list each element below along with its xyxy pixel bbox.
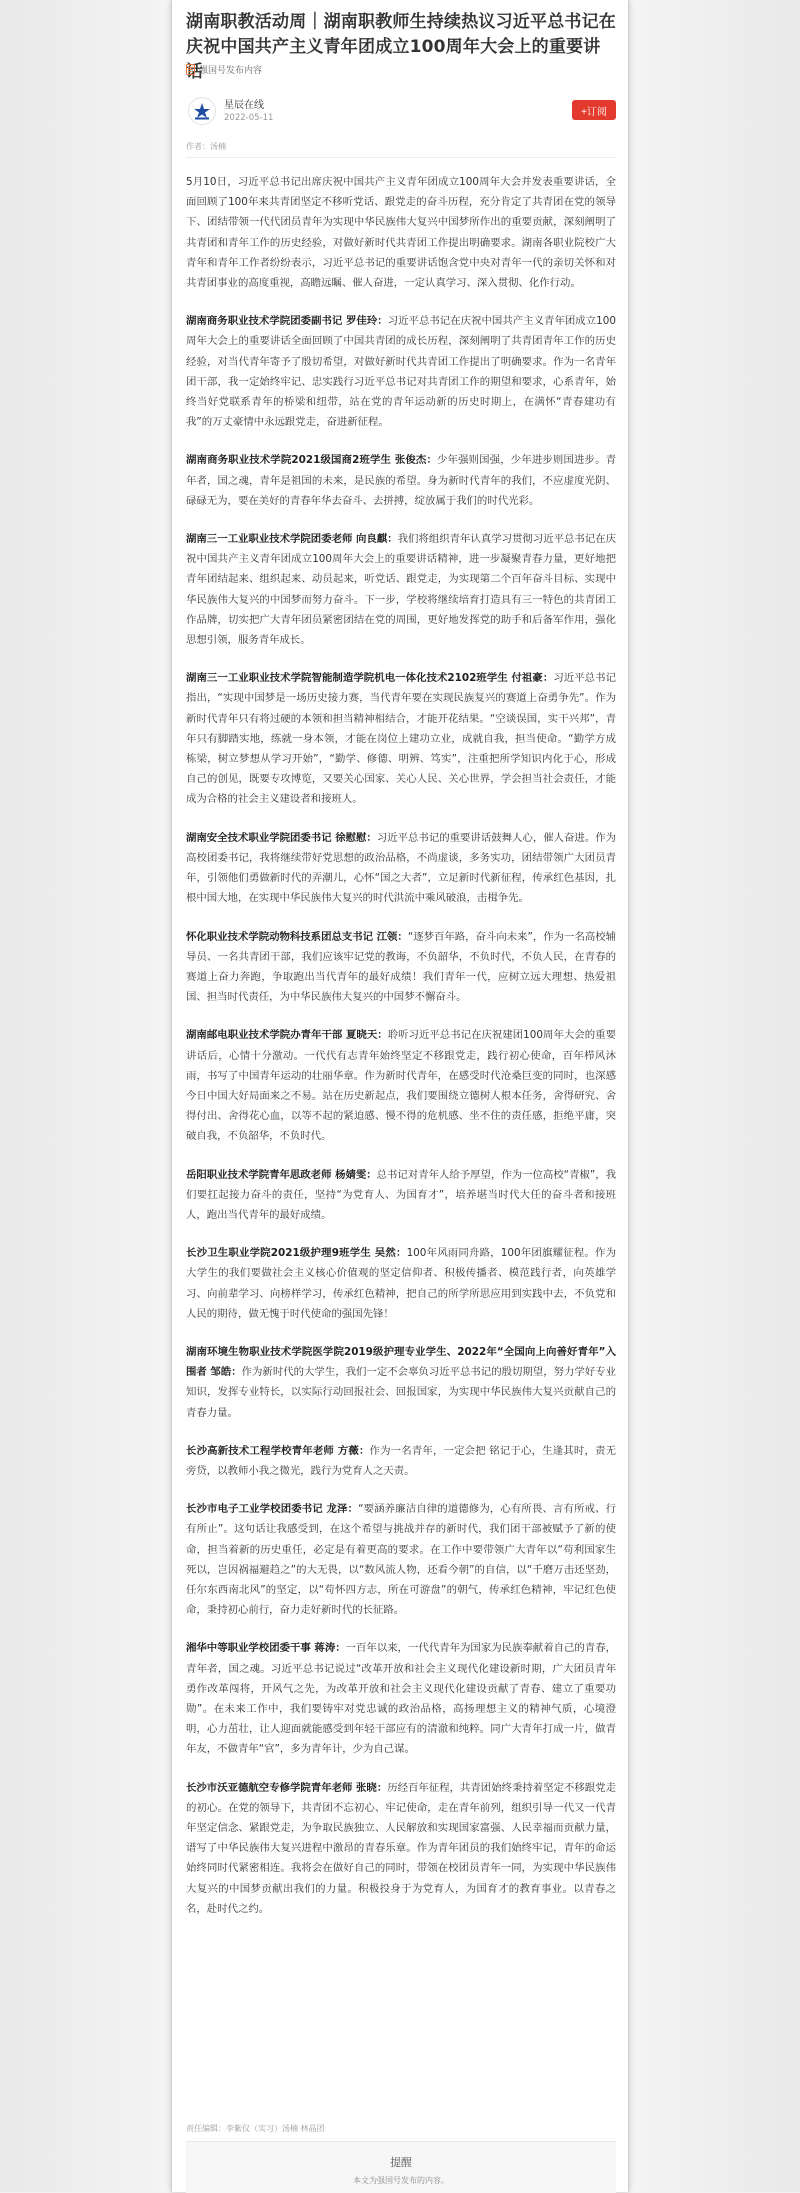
author-row [186,96,616,126]
speaker-name: 长沙卫生职业学院2021级护理9班学生 吴然： [186,1247,407,1260]
paragraph-text: “要涵养廉洁自律的道德修为，心有所畏、言有所戒、行有所止”。这句话让我感受到，在这个希望与挑战并存的新时代，我们团干部被赋予了新的使命，担当着新的历史重任，必定是有着更高的要求。在工作中要带领广大青年以“苟利国家生死以，岂因祸福避趋之”的大无畏，以“数风流人物，还看今朝”的自信，以“千磨万击还坚劲，任尔东西南北风”的坚定，以“苟怀四方志，所在可游盘”的朝气，传承红色精神，牢记红色使命，秉持初心前行，奋力走好新时代的长征路。 [186,1503,616,1617]
notice-title: 提醒 [390,2156,412,2169]
article-page [171,0,629,2192]
paragraph-text: 作为新时代的大学生，我们一定不会辜负习近平总书记的殷切期望，努力学好专业知识，发挥专业特长，以实际行动回报社会、回报国家，为实现中华民族伟大复兴贡献自己的青春力量。 [186,1366,616,1419]
article-paragraph [186,1342,616,1423]
star-logo-icon [191,100,213,122]
speaker-name: 长沙高新技术工程学校青年老师 方薇： [186,1444,370,1457]
speaker-name: 长沙市电子工业学校团委书记 龙泽： [186,1503,359,1516]
speaker-name: 湖南商务职业技术学院2021级国商2班学生 张俊杰： [186,454,437,467]
speaker-name: 湖南环境生物职业技术学院医学院2019级护理专业学生、2022年“全国向上向善好青年”入围者 邹皓： [186,1345,616,1379]
speaker-name: 湖南商务职业技术学院团委副书记 罗佳玲： [186,315,388,328]
divider [186,157,616,158]
paragraph-text: 历经百年征程，共青团始终秉持着坚定不移跟党走的初心。在党的领导下，共青团不忘初心、牢记使命，走在青年前列，组织引导一代又一代青年坚定信念、紧跟党走，为争取民族独立、人民解放和实现国家富强、人民幸福而贡献力量，谱写了中华民族伟大复兴进程中激昂的青春乐章。作为青年团员的我们始终牢记，青年的命运始终同时代紧密相连。我将会在做好自己的同时，带领在校团员青年一同，为实现中华民族伟大复兴的中国梦贡献出我们的力量。积极投身于为党育人，为国育才的教育事业。以青春之名，赴时代之约。 [186,1781,616,1915]
article-paragraph [186,450,616,511]
paragraph-text: 习近平总书记的重要讲话鼓舞人心，催人奋进。作为高校团委书记，我将继续带好党思想的政治品格，不尚虚谈，多务实功，团结带领广大团员青年，引领他们勇做新时代的弄潮儿，心怀“国之大者”，立足新时代新征程，传承红色基因，扎根中国大地，在实现中华民族伟大复兴的时代洪流中乘风破浪，击楫争先。 [186,831,617,905]
publish-date: 2022-05-11 [224,112,274,123]
article-paragraph [186,927,616,1008]
article-paragraph [186,529,616,650]
document-icon [186,64,195,75]
author-meta [224,99,273,124]
author-avatar[interactable] [188,97,216,125]
editor-credit: 责任编辑：李紫仪（实习）汤楠 林晶团 [186,2124,325,2133]
paragraph-text: “逐梦百年路，奋斗向未来”，作为一名高校辅导员、一名共青团干部，我们应该牢记党的教诲，不负韶华，不负时代，不负人民，在青春的赛道上奋力奔跑，争取跑出当代青年的最好成绩！我们青年一代，应树立远大理想、热爱祖国、担当时代责任，为中华民族伟大复兴的中国梦不懈奋斗。 [186,930,617,1004]
notice-box [186,2141,616,2193]
article-paragraph [186,1499,616,1620]
paragraph-text: 100年风雨同舟路，100年团旗耀征程。作为大学生的我们要做社会主义核心价值观的坚定信仰者、积极传播者、模范践行者，向英雄学习、向前辈学习、向榜样学习，传承红色精神，把自己的所学所思应用到实践中去，不负党和人民的期待，做无愧于时代使命的强国先锋！ [186,1247,617,1320]
paragraph-text: 习近平总书记指出，“实现中国梦是一场历史接力赛，当代青年要在实现民族复兴的赛道上奋勇争先”。作为新时代青年只有将过硬的本领和担当精神相结合，才能开花结果。“空谈误国，实干兴邦”，青年只有脚踏实地，练就一身本领，才能在岗位上建功立业，成就自我，担当使命。“勤学方成栋梁，树立梦想从学习开始”，“勤学、修德、明辨、笃实”，注重把所学知识内化于心，形成自己的创见，既要专攻博览，又要关心国家、关心人民、关心世界，学会担当社会责任，才能成为合格的社会主义建设者和接班人。 [186,672,616,806]
notice-text: 本文为强国号发布的内容。 [353,2176,449,2185]
article-paragraph [186,828,616,909]
speaker-name: 湖南三一工业职业技术学院智能制造学院机电一体化技术2102班学生 付祖豪： [186,672,554,685]
paragraph-text: 少年强则国强，少年进步则国进步。青年者，国之魂，青年是祖国的未来，是民族的希望。身为新时代青年的我们，不应虚度光阴、碌碌无为，要在美好的青春年华去奋斗、去拼搏，绽放属于我们的时代光彩。 [186,454,617,507]
paragraph-text: 聆听习近平总书记在庆祝建团100周年大会的重要讲话后，心情十分激动。一代代有志青年始终坚定不移跟党走，践行初心使命，百年栉风沐雨，书写了中国青年运动的壮丽华章。作为新时代青年，在感受时代沧桑巨变的同时，也深感今日中国大好局面来之不易。站在历史新起点，我们要围绕立德树人根本任务，舍得研究、舍得付出、舍得花心血，以等不起的紧迫感、慢不得的危机感、坐不住的责任感，拒绝平庸，突破自我，不负韶华，不负时代。 [186,1029,616,1143]
article-paragraph [186,1441,616,1481]
speaker-name: 湖南安全技术职业学院团委书记 徐慰慰： [186,831,377,844]
paragraph-text: 5月10日，习近平总书记出席庆祝中国共产主义青年团成立100周年大会并发表重要讲话，全面回顾了100年来共青团坚定不移听党话、跟党走的奋斗历程，充分肯定了共青团在党的领导下、团结带领一代代团员青年为实现中华民族伟大复兴中国梦所作出的重要贡献，深刻阐明了共青团和青年工作的历史经验，对做好新时代共青团工作提出明确要求。湖南各职业院校广大青年和青年工作者纷纷表示，习近平总书记的重要讲话饱含党中央对青年一代的亲切关怀和对共青团事业的高度重视，高瞻远瞩、催人奋进，一定认真学习、深入贯彻、化作行动。 [186,176,616,290]
author-line: 作者：汤楠 [186,142,226,151]
article-paragraph [186,1778,616,1919]
speaker-name: 长沙市沃亚德航空专修学院青年老师 张晓： [186,1781,388,1794]
speaker-name: 湘华中等职业学校团委干事 蒋涛： [186,1642,346,1655]
article-paragraph [186,172,616,293]
article-body [186,172,616,1937]
source-label: 强国号发布内容 [199,65,263,76]
paragraph-text: 一百年以来，一代代青年为国家为民族奉献着自己的青春，青年者，国之魂。习近平总书记说过“改革开放和社会主义现代化建设新时期，广大团员青年勇作改革闯将，开风气之先，为改革开放和社会主义现代化建设贡献了青春、建立了重要功勋”。在未来工作中，我们要铸牢对党忠诚的政治品格，高扬理想主义的精神气质，心境澄明，心力茁壮，让人迎面就能感受到年轻干部应有的清澈和纯粹。同广大青年打成一片，做青年友，不做青年“官”，多为青年计，少为自己谋。 [186,1642,616,1756]
article-paragraph [186,311,616,432]
paragraph-text: 习近平总书记在庆祝中国共产主义青年团成立100周年大会上的重要讲话全面回顾了中国共青团的成长历程，深刻阐明了共青团青年工作的历史经验，对当代青年寄予了殷切希望，对做好新时代共青团工作提出了明确要求。作为一名青年团干部，我一定始终牢记、忠实践行习近平总书记对共青团工作的期望和要求，心系青年，始终当好党联系青年的桥梁和纽带，站在党的青年运动新的历史时期上，在满怀“青春建功有我”的万丈豪情中永远跟党走，奋进新征程。 [186,315,616,429]
article-paragraph [186,1165,616,1226]
article-paragraph [186,1638,616,1759]
paragraph-text: 总书记对青年人给予厚望，作为一位高校“青椒”，我们要扛起接力奋斗的责任，坚持“为党育人、为国育才”，培养堪当时代大任的奋斗者和接班人，跑出当代青年的最好成绩。 [186,1168,617,1221]
source-row [186,62,262,76]
speaker-name: 湖南三一工业职业技术学院团委老师 向良麒： [186,533,398,546]
speaker-name: 怀化职业技术学院动物科技系团总支书记 江领： [186,930,408,943]
speaker-name: 湖南邮电职业技术学院办青年干部 夏晓天： [186,1029,388,1042]
article-title: 湖南职教活动周｜湖南职教师生持续热议习近平总书记在庆祝中国共产主义青年团成立100周年大会上的重要讲话 [186,12,616,82]
paragraph-text: 作为一名青年，一定会把 铭记于心，生逢其时，责无旁贷，以教师小我之微光，践行为党育人之天责。 [186,1444,616,1477]
article-paragraph [186,1243,616,1324]
article-paragraph [186,668,616,809]
author-name[interactable]: 星辰在线 [224,99,264,111]
speaker-name: 岳阳职业技术学院青年思政老师 杨婧雯： [186,1168,377,1181]
paragraph-text: 我们将组织青年认真学习贯彻习近平总书记在庆祝中国共产主义青年团成立100周年大会上的重要讲话精神，进一步凝聚青春力量，更好地把青年团结起来、组织起来、动员起来，听党话、跟党走，为实现第二个百年奋斗目标、实现中华民族伟大复兴的中国梦而努力奋斗。下一步，学校将继续培育打造具有三一特色的共青团工作品牌，切实把广大青年团员紧密团结在党的周围，更好地发挥党的助手和后备军作用，强化思想引领，服务青年成长。 [186,533,617,647]
article-paragraph [186,1025,616,1146]
subscribe-button[interactable]: +订阅 [572,100,616,120]
